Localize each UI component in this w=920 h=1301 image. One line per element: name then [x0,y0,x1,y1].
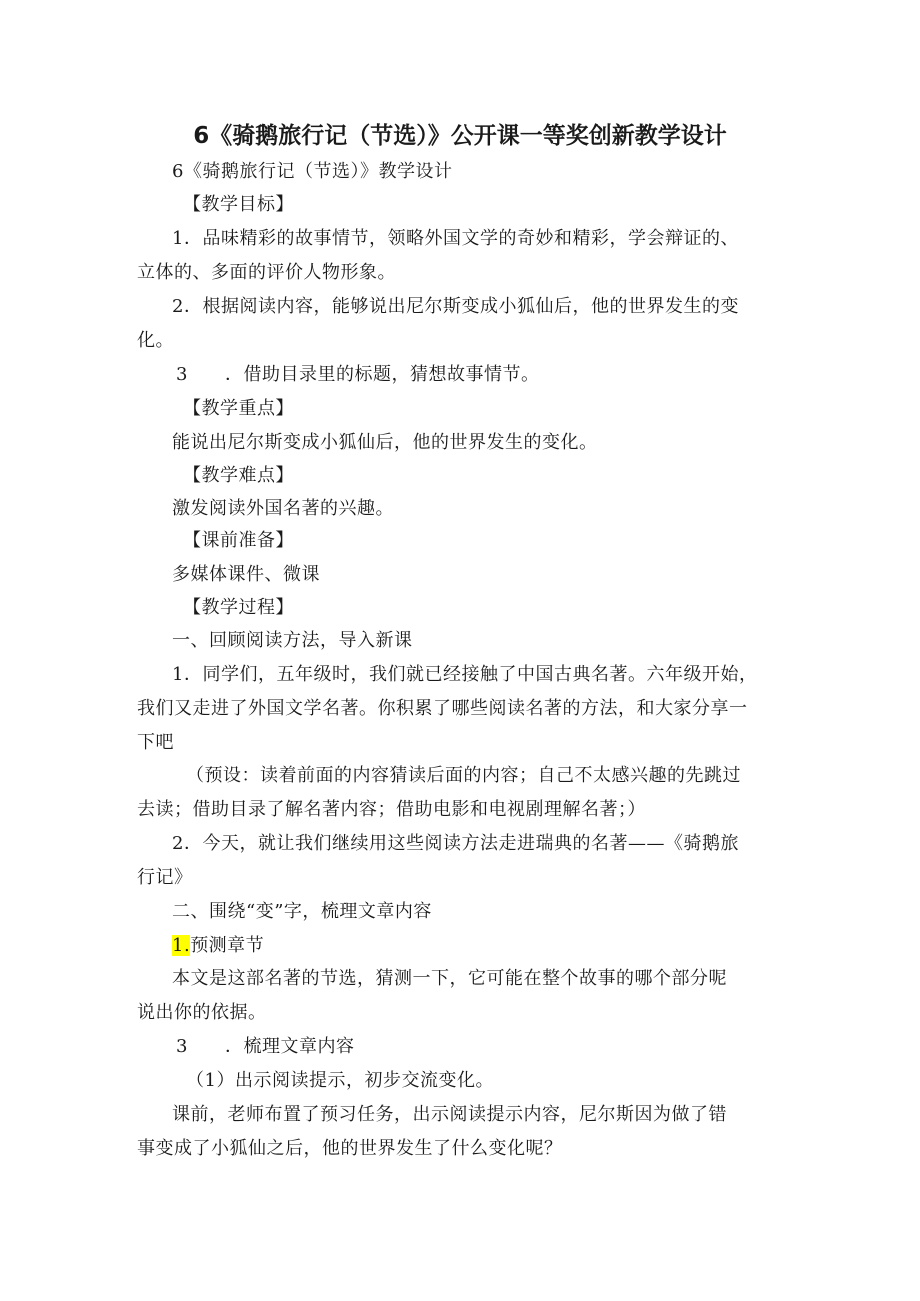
section-heading-preparation: 【课前准备】 [183,530,294,551]
section-heading-difficulty: 【教学难点】 [183,465,294,486]
paragraph-line: 行记》 [137,867,193,888]
section-heading-process: 【教学过程】 [183,597,294,618]
paragraph-line: 本文是这部名著的节选，猜测一下，它可能在整个故事的哪个部分呢 [172,968,727,989]
paragraph-line: 我们又走进了外国文学名著。你积累了哪些阅读名著的方法，和大家分享一 [137,698,748,719]
paragraph-line: 一、回顾阅读方法，导入新课 [172,630,413,651]
subtitle: 6《骑鹅旅行记（节选）》教学设计 [172,161,453,182]
paragraph-line: 3 ．梳理文章内容 [176,1036,355,1057]
paragraph-line: 二、围绕“变”字，梳理文章内容 [172,901,432,922]
paragraph-line: 2．根据阅读内容，能够说出尼尔斯变成小狐仙后，他的世界发生的变 [172,296,739,317]
paragraph-line: 多媒体课件、微课 [172,564,320,585]
paragraph-line: 1．同学们，五年级时，我们就已经接触了中国古典名著。六年级开始， [172,664,758,685]
item-text: 预测章节 [190,935,265,956]
paragraph-line: 课前，老师布置了预习任务，出示阅读提示内容，尼尔斯因为做了错 [172,1104,727,1125]
paragraph-line: 化。 [137,330,174,351]
paragraph-line: 能说出尼尔斯变成小狐仙后，他的世界发生的变化。 [172,432,598,453]
paragraph-line: 1．品味精彩的故事情节，领略外国文学的奇妙和精彩，学会辩证的、 [172,228,739,249]
paragraph-line: 2．今天，就让我们继续用这些阅读方法走进瑞典的名著——《骑鹅旅 [172,833,739,854]
paragraph-line: 去读；借助目录了解名著内容；借助电影和电视剧理解名著；） [137,799,646,820]
paragraph-line [172,935,264,957]
paragraph-line: 事变成了小狐仙之后，他的世界发生了什么变化呢？ [137,1138,563,1159]
paragraph-line: 说出你的依据。 [137,1002,267,1023]
highlighted-number: 1. [172,935,191,956]
paragraph-line: （1）出示阅读提示，初步交流变化。 [186,1070,494,1091]
paragraph-line: （预设：读着前面的内容猜读后面的内容；自己不太感兴趣的先跳过 [186,765,741,786]
document-title: 6《骑鹅旅行记（节选）》公开课一等奖创新教学设计 [193,123,727,149]
section-heading-objectives: 【教学目标】 [183,194,294,215]
paragraph-line: 下吧 [137,732,174,753]
section-heading-focus: 【教学重点】 [183,398,294,419]
paragraph-line: 激发阅读外国名著的兴趣。 [172,498,394,519]
paragraph-line: 立体的、多面的评价人物形象。 [137,262,396,283]
paragraph-line: 3 ．借助目录里的标题，猜想故事情节。 [176,364,540,385]
